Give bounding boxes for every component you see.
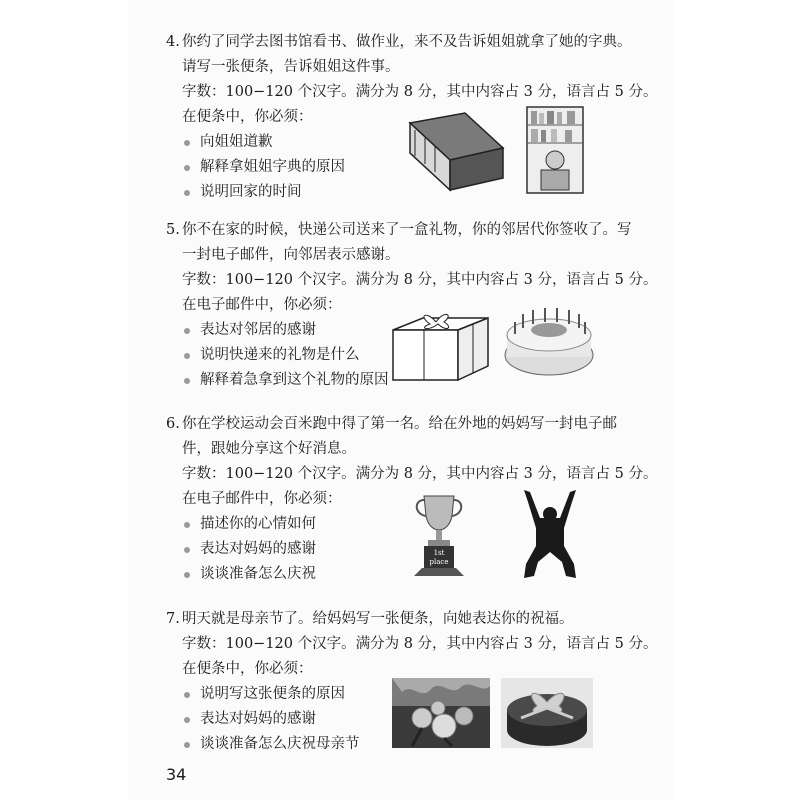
must-intro: 在电子邮件中，你必须： (182, 491, 342, 507)
question-text: 你约了同学去图书馆看书、做作业，来不及告诉姐姐就拿了她的字典。请写一张便条，告诉姐姐这件事。 (182, 34, 632, 75)
roses-photo (392, 678, 490, 748)
bullet-dot-icon (184, 572, 190, 578)
bullet-item: 说明回家的时间 (166, 180, 636, 205)
bullet-dot-icon (184, 742, 190, 748)
score-info: 字数：100−120 个汉字。满分为 8 分，其中内容占 3 分，语言占 5 分。 (182, 636, 658, 652)
birthday-cake-photo (503, 300, 595, 380)
must-intro: 在便条中，你必须： (182, 109, 313, 125)
question-prompt (166, 412, 636, 462)
question-text: 你在学校运动会百米跑中得了第一名。给在外地的妈妈写一封电子邮件，跟她分享这个好消息。 (182, 416, 617, 457)
bullet-dot-icon (184, 190, 190, 196)
bullet-dot-icon (184, 328, 190, 334)
question-number: 4. (166, 34, 180, 50)
question-prompt (166, 607, 636, 632)
bullet-item: 解释拿姐姐字典的原因 (166, 155, 636, 180)
question-number: 6. (166, 416, 180, 432)
question-prompt (166, 218, 636, 268)
bullet-dot-icon (184, 717, 190, 723)
bullet-dot-icon (184, 140, 190, 146)
bullet-item: 表达对邻居的感谢 (166, 318, 636, 343)
bullet-item: 说明快递来的礼物是什么 (166, 343, 636, 368)
bullet-item: 向姐姐道歉 (166, 130, 636, 155)
bullet-item: 谈谈准备怎么庆祝 (166, 562, 636, 587)
bullet-dot-icon (184, 378, 190, 384)
bullet-item: 解释着急拿到这个礼物的原因 (166, 368, 636, 393)
question-number: 5. (166, 222, 180, 238)
bullet-dot-icon (184, 522, 190, 528)
question-number: 7. (166, 611, 180, 627)
trophy-label-line2: place (429, 558, 449, 566)
score-info: 字数：100−120 个汉字。满分为 8 分，其中内容占 3 分，语言占 5 分。 (182, 84, 658, 100)
trophy-label-line1: 1st (433, 549, 445, 557)
bullet-dot-icon (184, 165, 190, 171)
question-text: 你不在家的时候，快递公司送来了一盒礼物，你的邻居代你签收了。写一封电子邮件，向邻居表示感谢。 (182, 222, 632, 263)
bullet-item: 表达对妈妈的感谢 (166, 707, 636, 732)
bullet-item: 描述你的心情如何 (166, 512, 636, 537)
score-info: 字数：100−120 个汉字。满分为 8 分，其中内容占 3 分，语言占 5 分。 (182, 272, 658, 288)
page-number: 34 (166, 765, 187, 784)
bullet-dot-icon (184, 547, 190, 553)
bullet-dot-icon (184, 353, 190, 359)
must-intro: 在电子邮件中，你必须： (182, 297, 342, 313)
question-text: 明天就是母亲节了。给妈妈写一张便条，向她表达你的祝福。 (182, 611, 574, 627)
book-illustration (405, 108, 505, 193)
jumping-person-silhouette (520, 488, 580, 580)
gift-box-illustration (388, 308, 493, 383)
bullet-dot-icon (184, 692, 190, 698)
score-info: 字数：100−120 个汉字。满分为 8 分，其中内容占 3 分，语言占 5 分。 (182, 466, 658, 482)
must-intro: 在便条中，你必须： (182, 661, 313, 677)
question-prompt (166, 30, 636, 80)
trophy-photo (410, 492, 468, 580)
bullet-item: 说明写这张便条的原因 (166, 682, 636, 707)
library-reader-illustration (525, 105, 585, 195)
gift-box-ribbon-photo (501, 678, 593, 748)
bullet-item: 表达对妈妈的感谢 (166, 537, 636, 562)
bullet-item: 谈谈准备怎么庆祝母亲节 (166, 732, 636, 757)
